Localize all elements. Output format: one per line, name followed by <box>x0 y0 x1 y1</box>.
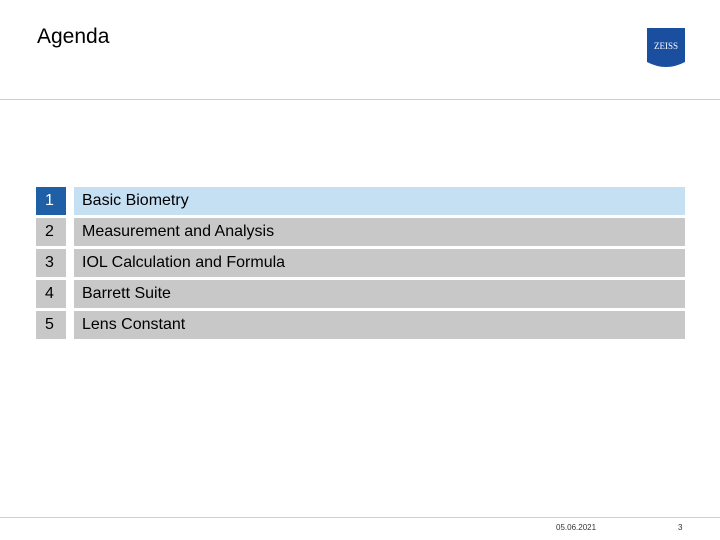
agenda-item-label: Basic Biometry <box>74 187 685 215</box>
agenda-item-number: 3 <box>36 249 66 277</box>
agenda-list <box>36 187 685 342</box>
agenda-item-number: 4 <box>36 280 66 308</box>
footer-divider <box>0 517 720 518</box>
footer-date: 05.06.2021 <box>556 523 597 532</box>
agenda-item-label: Measurement and Analysis <box>74 218 685 246</box>
header-divider <box>0 99 720 100</box>
zeiss-logo <box>647 28 685 69</box>
agenda-item-label: Lens Constant <box>74 311 685 339</box>
page-title: Agenda <box>37 25 110 48</box>
agenda-item-number: 2 <box>36 218 66 246</box>
agenda-item <box>36 187 685 215</box>
agenda-item-number: 1 <box>36 187 66 215</box>
page-number: 3 <box>678 523 683 532</box>
agenda-item-label: IOL Calculation and Formula <box>74 249 685 277</box>
svg-text:ZEISS: ZEISS <box>653 41 679 51</box>
agenda-item <box>36 218 685 246</box>
agenda-item <box>36 311 685 339</box>
agenda-item-label: Barrett Suite <box>74 280 685 308</box>
agenda-item-number: 5 <box>36 311 66 339</box>
agenda-item <box>36 280 685 308</box>
agenda-item <box>36 249 685 277</box>
